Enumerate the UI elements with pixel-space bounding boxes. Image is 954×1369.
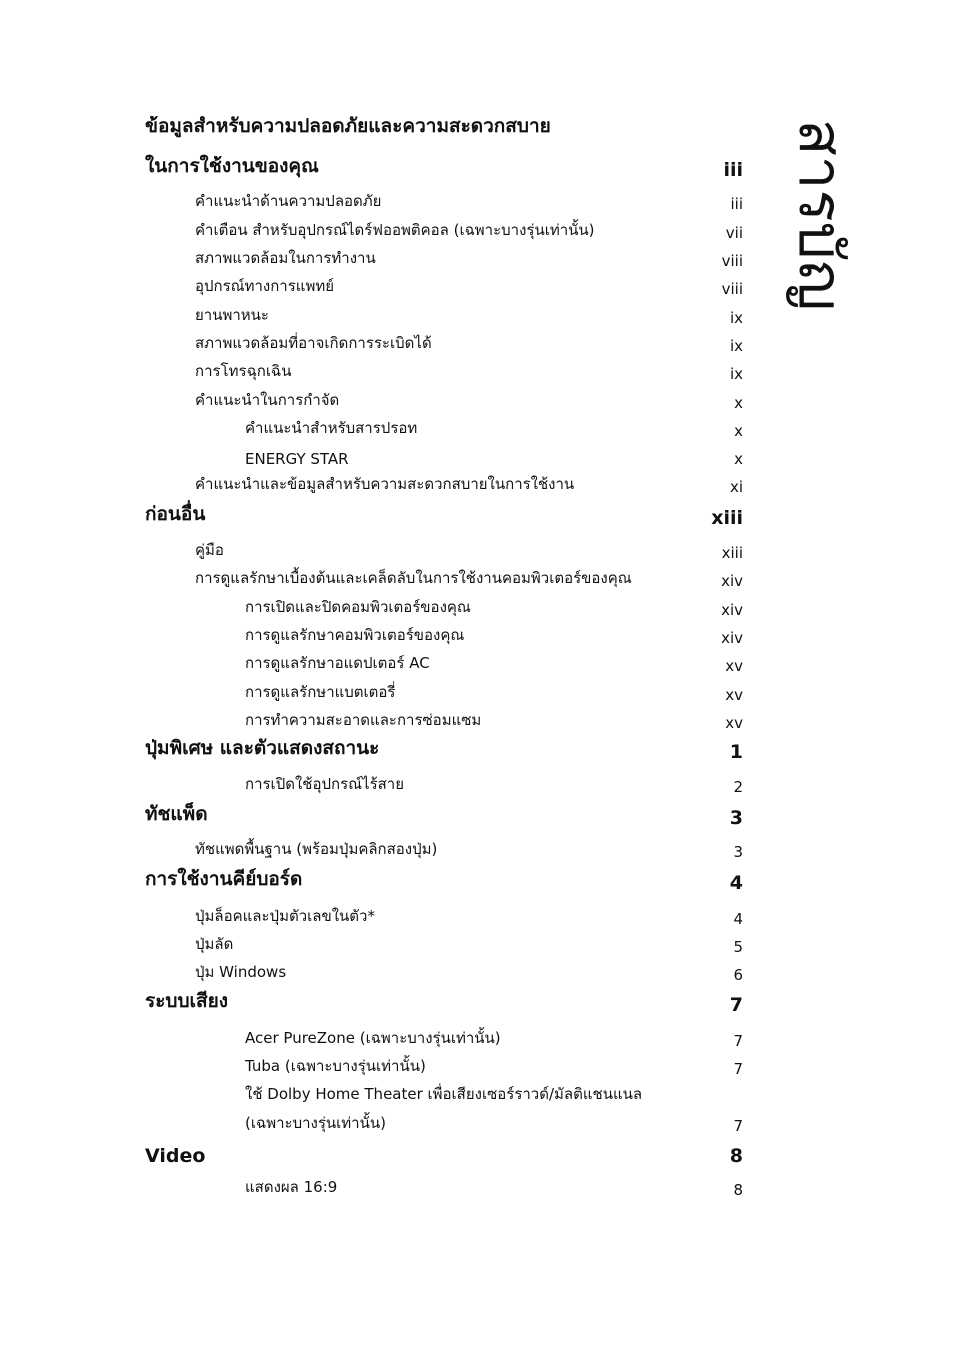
- toc-entry-title: คำเตือน สำหรับอุปกรณ์ไดร์ฟออพติคอล (เฉพาะบางรุ่นเท่านั้น): [195, 221, 595, 239]
- toc-entry-page: 1: [729, 741, 743, 763]
- toc-entry-title: การดูแลรักษาเบื้องต้นและเคล็ดลับในการใช้งานคอมพิวเตอร์ของคุณ: [195, 569, 632, 587]
- toc-entry-title: ก่อนอื่น: [145, 503, 206, 525]
- toc-heading[interactable]: [0, 115, 743, 143]
- toc-entry[interactable]: [0, 930, 743, 958]
- toc-entry-page: 6: [733, 966, 743, 984]
- toc-entry[interactable]: [0, 902, 743, 930]
- toc-entry-page: 7: [733, 1032, 743, 1050]
- toc-entry[interactable]: [0, 329, 743, 357]
- toc-entry[interactable]: [0, 770, 743, 798]
- toc-entry-page: iii: [723, 159, 743, 181]
- toc-entry[interactable]: [0, 958, 743, 986]
- toc-entry-title: ใช้ Dolby Home Theater เพื่อเสียงเซอร์ราวด์/มัลติแชนแนล: [245, 1085, 643, 1103]
- toc-entry[interactable]: [0, 470, 743, 498]
- toc-entry[interactable]: [0, 621, 743, 649]
- toc-entry-title: การเปิดและปิดคอมพิวเตอร์ของคุณ: [245, 598, 471, 616]
- toc-entry-title: การดูแลรักษาคอมพิวเตอร์ของคุณ: [245, 626, 465, 644]
- toc-entry-page: x: [734, 450, 743, 468]
- toc-entry[interactable]: [0, 564, 743, 592]
- toc-entry-title: อุปกรณ์ทางการแพทย์: [195, 277, 335, 295]
- toc-entry[interactable]: [0, 1024, 743, 1052]
- toc-entry-page: ix: [729, 365, 743, 383]
- toc-entry-page: 3: [733, 843, 743, 861]
- toc-entry[interactable]: [0, 216, 743, 244]
- toc-heading[interactable]: [0, 868, 743, 896]
- toc-side-title: [720, 115, 920, 315]
- toc-entry-page: iii: [730, 195, 743, 213]
- toc-entry-page: 2: [733, 778, 743, 796]
- toc-entry-page: 3: [729, 807, 743, 829]
- toc-entry-title: (เฉพาะบางรุ่นเท่านั้น): [245, 1114, 386, 1132]
- toc-entry-page: x: [734, 422, 743, 440]
- toc-entry-page: 5: [733, 938, 743, 956]
- toc-entry[interactable]: [0, 835, 743, 863]
- toc-entry[interactable]: [0, 357, 743, 385]
- side-title-text: สารบัญ: [785, 119, 855, 311]
- toc-entry-title: ระบบเสียง: [145, 990, 229, 1012]
- toc-entry-title: การใช้งานคีย์บอร์ด: [145, 868, 303, 890]
- toc-entry-page: ix: [729, 337, 743, 355]
- toc-entry-page: 8: [733, 1181, 743, 1199]
- toc-entry-page: ix: [729, 309, 743, 327]
- toc-entry[interactable]: [0, 706, 743, 734]
- toc-heading[interactable]: [0, 990, 743, 1018]
- toc-entry-title: คำแนะนำและข้อมูลสำหรับความสะดวกสบายในการใช้งาน: [195, 475, 575, 493]
- toc-entry-title: ยานพาหนะ: [195, 306, 269, 324]
- toc-entry-title: แสดงผล 16:9: [245, 1178, 338, 1196]
- toc-entry-title: ข้อมูลสำหรับความปลอดภัยและความสะดวกสบาย: [145, 115, 551, 137]
- toc-entry-title: สภาพแวดล้อมที่อาจเกิดการระเบิดได้: [195, 334, 432, 352]
- toc-entry-page: xiii: [721, 544, 743, 562]
- toc-entry-title: การดูแลรักษาอแดปเตอร์ AC: [245, 654, 430, 672]
- toc-entry[interactable]: [0, 1173, 743, 1201]
- toc-heading[interactable]: [0, 1141, 743, 1169]
- toc-entry-page: xiv: [721, 572, 743, 590]
- toc-entry[interactable]: [0, 1080, 743, 1108]
- toc-entry-page: xiv: [721, 601, 743, 619]
- toc-entry-title: การทำความสะอาดและการซ่อมแซม: [245, 711, 482, 729]
- toc-entry[interactable]: [0, 272, 743, 300]
- toc-entry[interactable]: [0, 244, 743, 272]
- toc-entry-page: xi: [729, 478, 743, 496]
- toc-entry-title: ทัชแพ็ด: [145, 803, 208, 825]
- toc-entry-page: xv: [725, 714, 743, 732]
- toc-entry-page: 7: [729, 994, 743, 1016]
- toc-entry-page: 7: [733, 1060, 743, 1078]
- toc-entry-page: xiii: [711, 507, 743, 529]
- toc-entry[interactable]: [0, 649, 743, 677]
- toc-entry-title: Tuba (เฉพาะบางรุ่นเท่านั้น): [245, 1057, 426, 1075]
- toc-entry-title: Video: [145, 1145, 206, 1167]
- toc-entry-title: คำแนะนำด้านความปลอดภัย: [195, 192, 382, 210]
- toc-entry[interactable]: [0, 301, 743, 329]
- toc-entry[interactable]: [0, 593, 743, 621]
- toc-entry-title: ในการใช้งานของคุณ: [145, 155, 319, 177]
- toc-entry-title: ทัชแพดพื้นฐาน (พร้อมปุ่มคลิกสองปุ่ม): [195, 840, 438, 858]
- toc-entry-title: การดูแลรักษาแบตเตอรี่: [245, 683, 396, 701]
- toc-entry-page: 4: [729, 872, 743, 894]
- toc-entry-title: คำแนะนำในการกำจัด: [195, 391, 340, 409]
- toc-heading[interactable]: [0, 503, 743, 531]
- toc-entry-title: ปุ่มพิเศษ และตัวแสดงสถานะ: [145, 737, 380, 759]
- toc-entry-page: viii: [721, 280, 743, 298]
- toc-entry[interactable]: [0, 414, 743, 442]
- toc-entry-page: xv: [725, 657, 743, 675]
- toc-heading[interactable]: [0, 737, 743, 765]
- toc-entry[interactable]: [0, 1109, 743, 1137]
- toc-entry-title: สภาพแวดล้อมในการทำงาน: [195, 249, 376, 267]
- toc-entry-title: การโทรฉุกเฉิน: [195, 362, 292, 380]
- toc-entry-title: ปุ่มลัด: [195, 935, 234, 953]
- toc-entry[interactable]: [0, 187, 743, 215]
- toc-entry-page: 7: [733, 1117, 743, 1135]
- toc-entry-title: ENERGY STAR: [245, 450, 349, 468]
- toc-entry-page: 8: [729, 1145, 743, 1167]
- toc-heading[interactable]: [0, 155, 743, 183]
- toc-entry-page: viii: [721, 252, 743, 270]
- toc-entry[interactable]: [0, 442, 743, 470]
- toc-entry-page: 4: [733, 910, 743, 928]
- toc-entry-title: คู่มือ: [195, 541, 224, 559]
- toc-entry-title: คำแนะนำสำหรับสารปรอท: [245, 419, 418, 437]
- toc-entry[interactable]: [0, 536, 743, 564]
- toc-entry[interactable]: [0, 1052, 743, 1080]
- toc-entry-page: vii: [725, 224, 743, 242]
- toc-entry-title: ปุ่มล็อคและปุ่มตัวเลขในตัว*: [195, 907, 375, 925]
- toc-entry-page: xv: [725, 686, 743, 704]
- toc-entry-page: xiv: [721, 629, 743, 647]
- toc-heading[interactable]: [0, 803, 743, 831]
- toc-entry-title: การเปิดใช้อุปกรณ์ไร้สาย: [245, 775, 405, 793]
- toc-entry[interactable]: [0, 386, 743, 414]
- toc-entry[interactable]: [0, 678, 743, 706]
- toc-entry-page: x: [734, 394, 743, 412]
- toc-entry-title: Acer PureZone (เฉพาะบางรุ่นเท่านั้น): [245, 1029, 501, 1047]
- toc-entry-title: ปุ่ม Windows: [195, 963, 287, 981]
